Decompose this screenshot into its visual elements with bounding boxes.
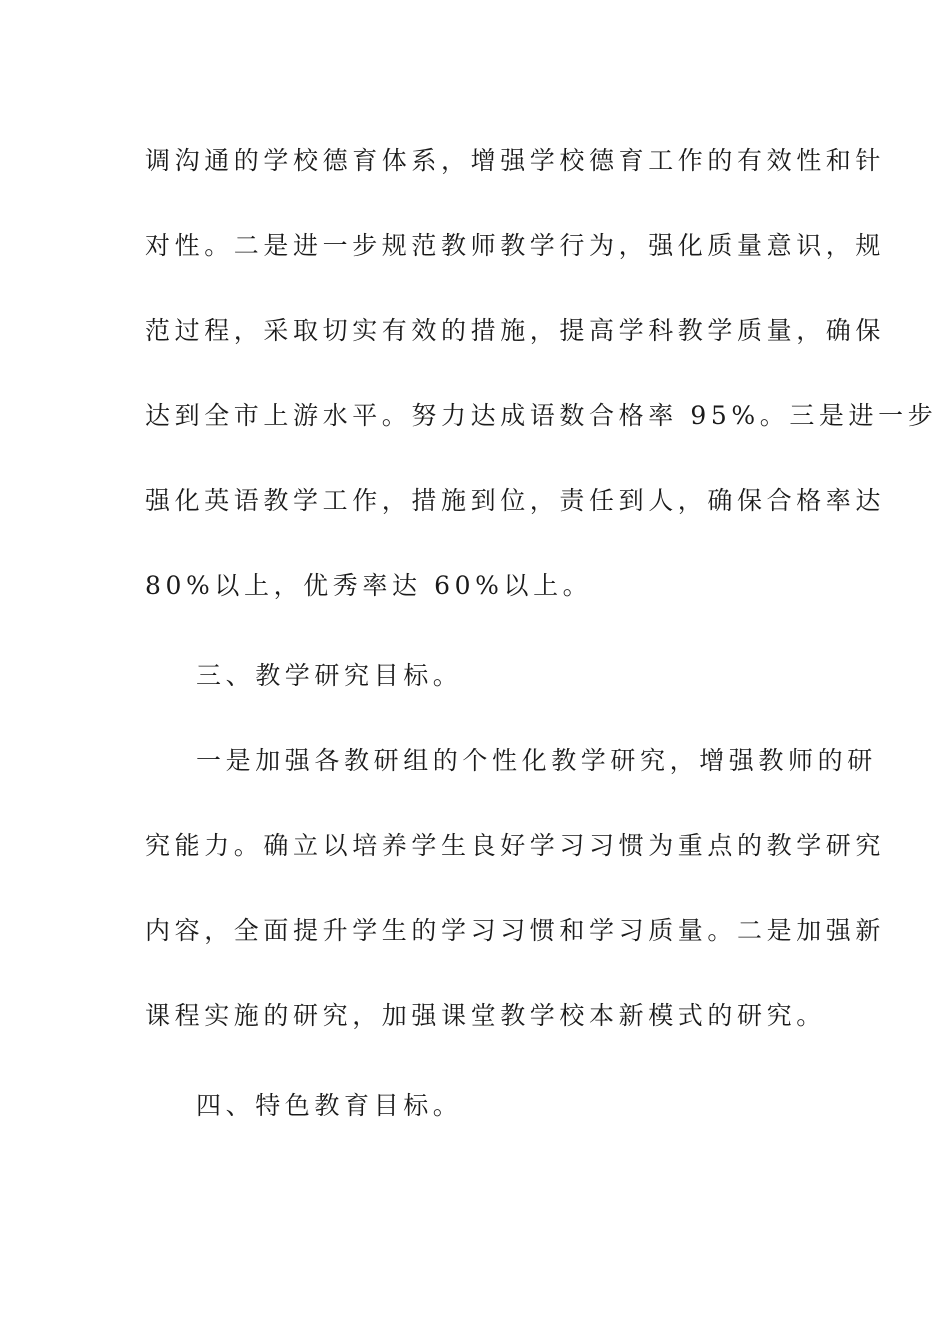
body-text-line: 范过程，采取切实有效的措施，提高学科教学质量，确保 (145, 316, 886, 345)
body-text-line: 强化英语教学工作，措施到位，责任到人，确保合格率达 (145, 486, 886, 515)
body-text-line: 一是加强各教研组的个性化教学研究，增强教师的研 (196, 746, 877, 775)
body-text-line: 课程实施的研究，加强课堂教学校本新模式的研究。 (145, 1001, 826, 1030)
section-heading: 三、教学研究目标。 (196, 661, 463, 690)
body-text-line: 对性。二是进一步规范教师教学行为，强化质量意识，规 (145, 231, 886, 260)
body-text-line: 内容，全面提升学生的学习习惯和学习质量。二是加强新 (145, 916, 886, 945)
section-heading: 四、特色教育目标。 (196, 1091, 463, 1120)
body-text-line: 达到全市上游水平。努力达成语数合格率 95%。三是进一步 (145, 401, 938, 430)
body-text-line: 80%以上，优秀率达 60%以上。 (145, 571, 593, 600)
body-text-line: 究能力。确立以培养学生良好学习习惯为重点的教学研究 (145, 831, 886, 860)
body-text-line: 调沟通的学校德育体系，增强学校德育工作的有效性和针 (145, 146, 886, 175)
